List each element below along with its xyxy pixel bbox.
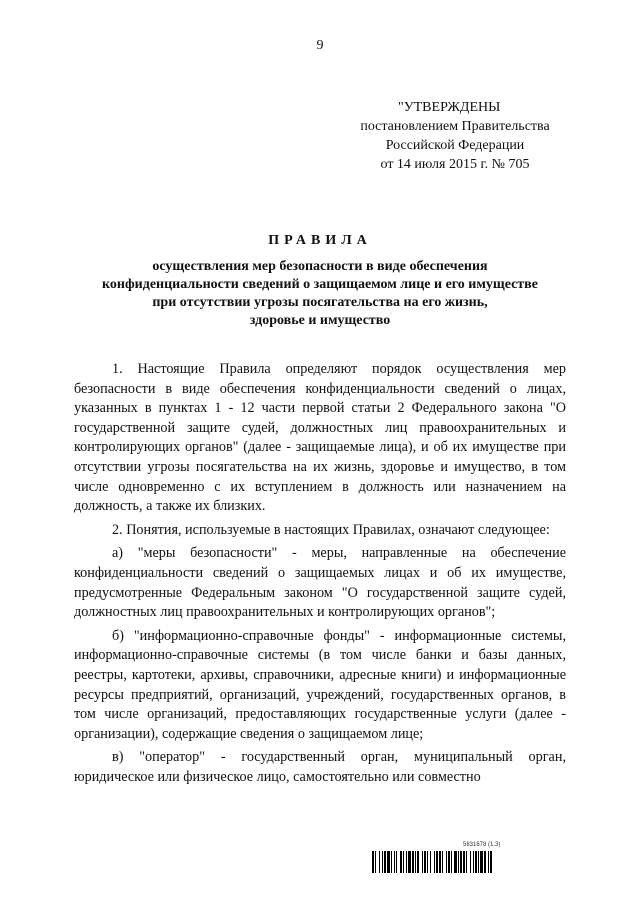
paragraph-2v: в) "оператор" - государственный орган, муниципальный орган, юридическое или физическое лицо, самостоятельно или совместно [74, 749, 566, 785]
subtitle-line: здоровье и имущество [249, 313, 391, 328]
approval-block [340, 98, 570, 174]
document-body [74, 360, 566, 787]
subtitle-line: конфиденциальности сведений о защищаемом лице и его имуществе [102, 277, 538, 292]
subtitle-line: при отсутствии угрозы посягательства на его жизнь, [152, 295, 488, 310]
barcode-icon [372, 851, 587, 873]
approval-line: "УТВЕРЖДЕНЫ [398, 100, 501, 115]
approval-line: постановлением Правительства [360, 119, 550, 134]
paragraph-1: 1. Настоящие Правила определяют порядок осуществления мер безопасности в виде обеспечения конфиденциальности сведений о лицах, указанных в пунктах 1 - 12 части первой статьи 2 Федерального закона "О государственной защите судей, должностных лиц правоохранительных и контролирующих органов" (далее - защищаемые лица), и об их имуществе при отсутствии угрозы посягательства на их жизнь, здоровье и имущество, в том числе одновременно с их вступлением в должность или назначением на должность, а также их близких. [74, 361, 566, 515]
page-number: 9 [316, 38, 324, 53]
subtitle-line: осуществления мер безопасности в виде обеспечения [152, 259, 488, 274]
document-stamp: 5831678 (1.3) [463, 842, 501, 848]
barcode-bar [492, 851, 493, 873]
document-subtitle [80, 258, 560, 330]
paragraph-2: 2. Понятия, используемые в настоящих Правилах, означают следующее: [112, 521, 550, 538]
approval-line: Российской Федерации [385, 138, 525, 153]
paragraph-2b: б) "информационно-справочные фонды" - информационные системы, информационно-справочные системы (в том числе банки и базы данных, реестры, картотеки, архивы, справочники, адресные книги) и информационные ресурсы предприятий, организаций, учреждений, государственных органов, в том числе организаций, предоставляющих государственные услуги (далее - организации), содержащие сведения о защищаемом лице; [74, 627, 566, 742]
document-title: ПРАВИЛА [268, 233, 372, 248]
approval-line: от 14 июля 2015 г. № 705 [380, 157, 530, 172]
paragraph-2a: а) "меры безопасности" - меры, направленные на обеспечение конфиденциальности сведений о защищаемых лицах и об их имуществе, предусмотренные Федеральным законом "О государственной защите судей, должностных лиц правоохранительных и контролирующих органов"; [74, 545, 566, 621]
